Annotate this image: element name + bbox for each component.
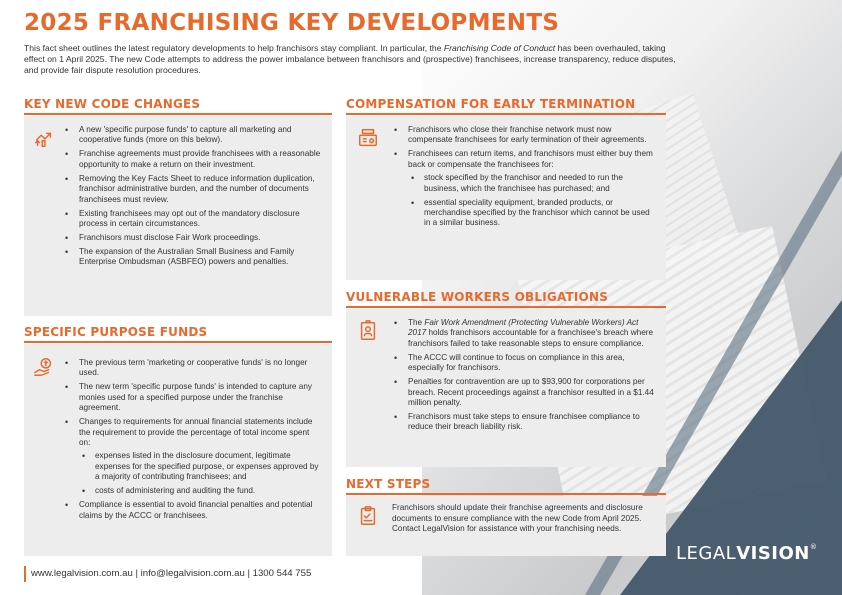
intro-emphasis: Franchising Code of Conduct [443, 43, 556, 53]
sub-list-item: • expenses listed in the disclosure document, legitimate expenses for the specified purpose, or expenses approved by a majority of contributing franchisees; and [79, 451, 321, 482]
list-item: • Franchise agreements must provide franchisees with a reasonable opportunity to make a return on their investment. [63, 149, 321, 170]
list-item: • Franchisees can return items, and franchisors must either buy them back or compensate the franchisees for: • stock specified by the franchisor and needed to run the business, which the franchisee has purchased; and • essential speciality equipment, branded products, or merchandise specified by the franchisor which cannot be used in a similar business. [392, 149, 654, 228]
footer-accent-bar [24, 566, 26, 582]
section-heading-key-changes: KEY NEW CODE CHANGES [24, 97, 201, 111]
list-item: • The new term 'specific purpose funds' is intended to capture any monies used for a specified purpose under the franchise agreement. [63, 382, 321, 413]
list-item: • Removing the Key Facts Sheet to reduce information duplication, franchisor administrative burden, and the number of documents franchisees must review. [63, 174, 321, 205]
id-badge-icon [357, 320, 379, 342]
section-rule [24, 341, 332, 343]
intro-paragraph: This fact sheet outlines the latest regulatory developments to help franchisors stay compliant. In particular, the Franchising Code of Conduct has been overhauled, taking effect on 1 April 2025. The new Code attempts to address the power imbalance between franchisors and (prospective) franchisees, increase transparency, reduce disputes, and provide fair dispute resolution procedures. [24, 43, 676, 76]
list-item: • Franchisors who close their franchise network must now compensate franchisees for early termination of their agreements. [392, 125, 654, 146]
section-heading-vulnerable-workers: VULNERABLE WORKERS OBLIGATIONS [346, 290, 609, 304]
section-rule [346, 306, 666, 308]
list-item: • Franchisors must take steps to ensure franchisee compliance to reduce their breach liability risk. [392, 412, 654, 433]
list-item: • The ACCC will continue to focus on compliance in this area, especially for franchisors. [392, 353, 654, 374]
arrows-icon [33, 127, 55, 149]
list-item: • The Fair Work Amendment (Protecting Vulnerable Workers) Act 2017 holds franchisors accountable for a franchisee's breach where franchisors failed to take reasonable steps to ensure compliance. [392, 318, 654, 349]
section-heading-specific-purpose-funds: SPECIFIC PURPOSE FUNDS [24, 325, 208, 339]
footer-contact: www.legalvision.com.au | info@legalvision.com.au | 1300 544 755 [31, 568, 312, 579]
key-changes-list [63, 125, 321, 271]
section-rule [24, 113, 332, 115]
sub-list-item: • costs of administering and auditing the fund. [79, 486, 321, 496]
list-item: • Changes to requirements for annual financial statements include the requirement to provide the percentage of total income spent on: • expenses listed in the disclosure document, legitimate expenses for the specified purpose, or expenses approved by a majority of contributing franchisees; and • costs of administering and auditing the fund. [63, 417, 321, 496]
money-hand-icon [33, 356, 55, 378]
cash-register-icon [357, 127, 379, 149]
section-heading-next-steps: NEXT STEPS [346, 477, 431, 491]
compensation-list [392, 125, 654, 232]
clipboard-check-icon [357, 505, 379, 527]
list-item: • A new 'specific purpose funds' to capture all marketing and cooperative funds (more on this below). [63, 125, 321, 146]
section-rule [346, 113, 666, 115]
sub-list-item: • essential speciality equipment, branded products, or merchandise specified by the franchisor which cannot be used in a similar business. [408, 198, 654, 229]
list-item: • Franchisors must disclose Fair Work proceedings. [63, 233, 321, 243]
act-name: Fair Work Amendment (Protecting Vulnerable Workers) Act 2017 [408, 318, 639, 338]
list-item: • Penalties for contravention are up to $93,900 for corporations per breach. Recent proceedings against a franchisor resulted in a $1.44 million penalty. [392, 377, 654, 408]
section-heading-compensation: COMPENSATION FOR EARLY TERMINATION [346, 97, 636, 111]
specific-purpose-funds-list [63, 358, 321, 525]
section-rule [346, 493, 666, 495]
sub-list-item: • stock specified by the franchisor and needed to run the business, which the franchisee has purchased; and [408, 173, 654, 194]
legalvision-logo: LEGALVISION® [676, 543, 818, 564]
list-item: • The previous term 'marketing or cooperative funds' is no longer used. [63, 358, 321, 379]
next-steps-text: Franchisors should update their franchise agreements and disclosure documents to ensure compliance with the new Code from April 2025. Contact LegalVision for assistance with your franchising needs. [392, 503, 643, 534]
sub-list [408, 173, 654, 229]
sub-list [79, 451, 321, 496]
list-item: • The expansion of the Australian Small Business and Family Enterprise Ombudsman (ASBFEO) powers and penalties. [63, 247, 321, 268]
list-item: • Compliance is essential to avoid financial penalties and potential claims by the ACCC or franchisees. [63, 500, 321, 521]
page-title: 2025 FRANCHISING KEY DEVELOPMENTS [24, 10, 560, 36]
vulnerable-workers-list [392, 318, 654, 436]
list-item: • Existing franchisees may opt out of the mandatory disclosure process in certain circumstances. [63, 209, 321, 230]
